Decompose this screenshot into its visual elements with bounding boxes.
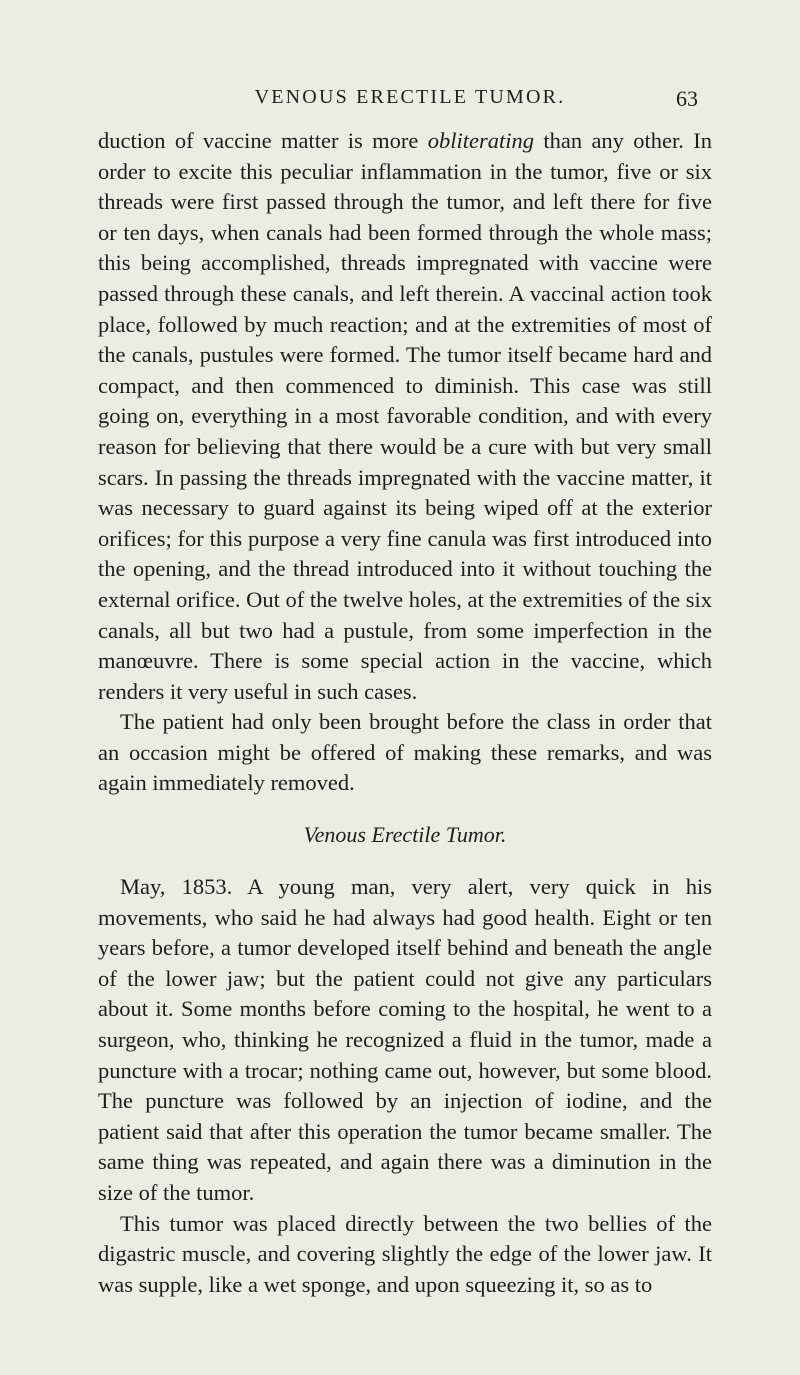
paragraph-4: This tumor was placed directly between the two bellies of the digastric muscle, and covering slightly the edge of the lower jaw. It was supple, like a wet sponge, and upon squeezing it, so as to <box>98 1210 712 1297</box>
running-header <box>98 84 712 116</box>
page-number: 63 <box>676 86 698 111</box>
paragraph-1-italic-word: obliterating <box>427 128 534 153</box>
paragraph-continuation <box>98 126 712 707</box>
paragraph-1-end: than any other. In order to excite this peculiar inflammation in the tumor, five or six threads were first passed through the tumor, and left there for five or ten days, when canals had been formed through the whole mass; this being accomplished, threads impregnated with vaccine were passed through these canals, and left therein. A vaccinal action took place, followed by much reaction; and at the extremities of most of the canals, pustules were formed. The tumor itself became hard and compact, and then commenced to diminish. This case was still going on, everything in a most favorable condition, and with every reason for believing that there would be a cure with but very small scars. In passing the threads impregnated with the vaccine matter, it was necessary to guard against its being wiped off at the exterior orifices; for this purpose a very fine canula was first introduced into the opening, and the thread introduced into it without touching the external orifice. Out of the twelve holes, at the extremities of the six canals, all but two had a pustule, from some imperfection in the manœuvre. There is some special action in the vaccine, which renders it very useful in such cases. <box>98 128 712 704</box>
body-text <box>98 126 712 1300</box>
running-title: VENOUS ERECTILE TUMOR. <box>254 86 566 108</box>
section-heading: Venous Erectile Tumor. <box>303 822 507 848</box>
paragraph-2: The patient had only been brought before the class in order that an occasion might be offered of making these remarks, and was again immediately removed. <box>98 709 712 796</box>
paragraph-3: May, 1853. A young man, very alert, very quick in his movements, who said he had always had good health. Eight or ten years before, a tumor developed itself behind and beneath the angle of the lower jaw; but the patient could not give any particulars about it. Some months before coming to the hospital, he went to a surgeon, who, thinking he recognized a fluid in the tumor, made a puncture with a trocar; nothing came out, however, but some blood. The puncture was followed by an injection of iodine, and the patient said that after this operation the tumor became smaller. The same thing was repeated, and again there was a diminution in the size of the tumor. <box>98 874 712 1205</box>
paragraph-1-start: duction of vaccine matter is more <box>98 128 428 153</box>
